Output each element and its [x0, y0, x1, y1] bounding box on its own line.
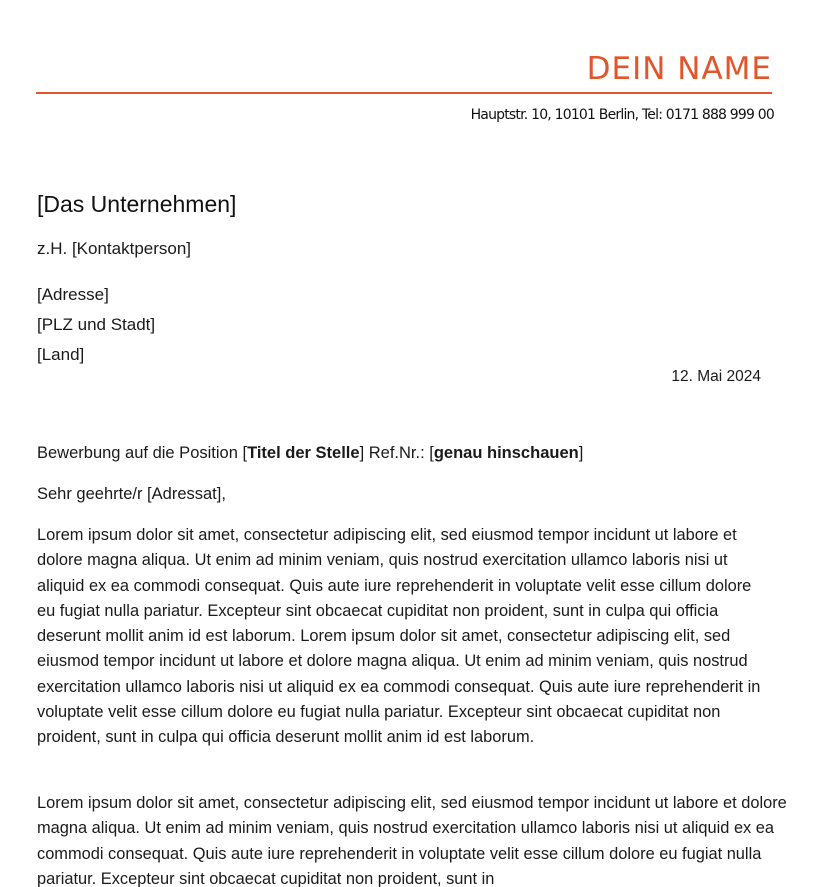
subject-line	[37, 444, 583, 464]
header-rule	[36, 92, 772, 94]
subject-middle: ] Ref.Nr.: [	[359, 444, 434, 462]
address-line-street: [Adresse]	[37, 285, 109, 304]
subject-reference: genau hinschauen	[433, 444, 579, 462]
salutation: Sehr geehrte/r [Adressat],	[37, 485, 226, 503]
recipient-address	[37, 280, 155, 370]
body-paragraph-1: Lorem ipsum dolor sit amet, consectetur adipiscing elit, sed eiusmod tempor incidunt ut labore et dolore magna aliqua. Ut enim ad minim veniam, quis nostrud exercitation ullamco laboris nisi ut aliquid ex ea commodi consequat. Quis aute iure reprehenderit in voluptate velit esse cillum dolore eu fugiat nulla pariatur. Excepteur sint obcaecat cupiditat non proident, sunt in culpa qui officia deserunt mollit anim id est laborum. Lorem ipsum dolor sit amet, consectetur adipiscing elit, sed eiusmod tempor incidunt ut labore et dolore magna aliqua. Ut enim ad minim veniam, quis nostrud exercitation ullamco laboris nisi ut aliquid ex ea commodi consequat. Quis aute iure reprehenderit in voluptate velit esse cillum dolore eu fugiat nulla pariatur. Excepteur sint obcaecat cupiditat non proident, sunt in culpa qui officia deserunt mollit anim id est laborum.	[37, 526, 761, 747]
letter-date: 12. Mai 2024	[671, 368, 761, 385]
sender-name: DEIN NAME	[586, 51, 772, 87]
address-line-city: [PLZ und Stadt]	[37, 315, 156, 334]
address-line-country: [Land]	[37, 345, 85, 364]
subject-position: Titel der Stelle	[247, 444, 360, 462]
body-paragraph-2: Lorem ipsum dolor sit amet, consectetur adipiscing elit, sed eiusmod tempor incidunt ut labore et dolore magna aliqua. Ut enim ad minim veniam, quis nostrud exercitation ullamco laboris nisi ut aliquid ex ea commodi consequat. Quis aute iure reprehenderit in voluptate velit esse cillum dolore eu fugiat nulla pariatur. Excepteur sint obcaecat cupiditat non proident, sunt in	[37, 794, 787, 887]
recipient-attention: z.H. [Kontaktperson]	[37, 239, 192, 258]
sender-contact: Hauptstr. 10, 10101 Berlin, Tel: 0171 888 999 00	[470, 107, 774, 123]
subject-suffix: ]	[578, 444, 584, 462]
recipient-company: [Das Unternehmen]	[37, 191, 237, 217]
subject-prefix: Bewerbung auf die Position [	[37, 444, 248, 462]
